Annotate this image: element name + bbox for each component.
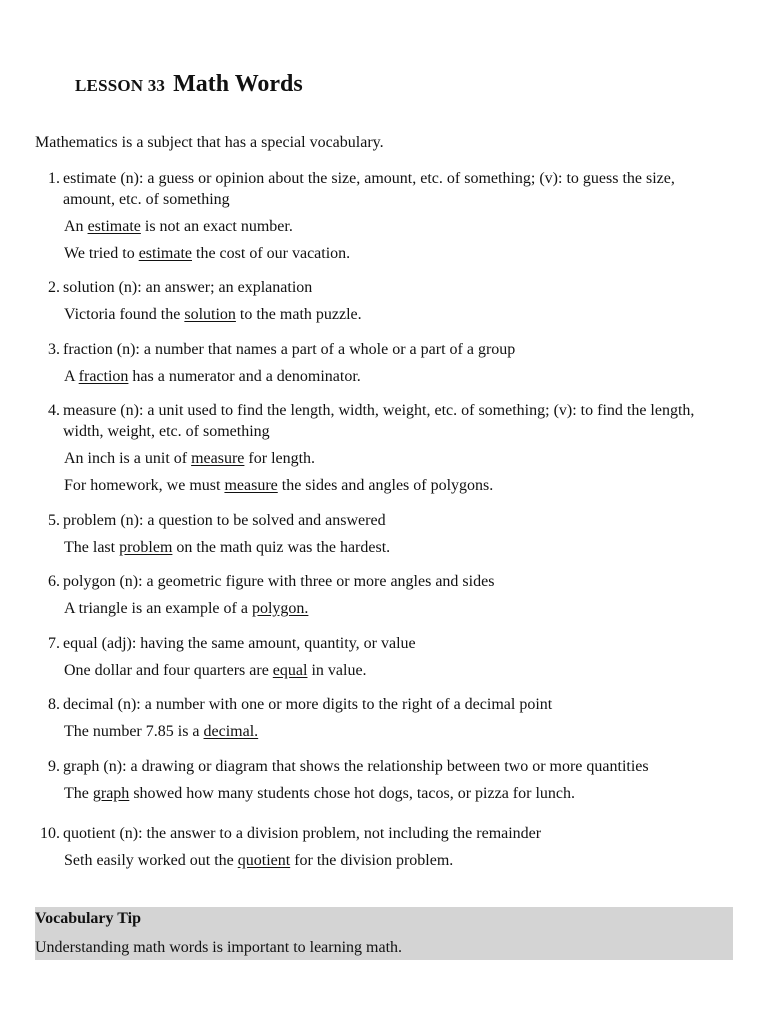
entry-definition: polygon (n): a geometric figure with three or more angles and sides (63, 573, 495, 590)
vocab-word: graph (92, 785, 130, 802)
example-sentence: We tried to estimate the cost of our vacation. (64, 245, 351, 262)
entry-definition: equal (adj): having the same amount, quantity, or value (63, 635, 416, 652)
vocab-word: polygon. (251, 600, 309, 617)
entry-number: 8. (48, 696, 60, 713)
vocab-entry-graph (0, 756, 768, 804)
entry-definition: quotient (n): the answer to a division problem, not including the remainder (63, 825, 542, 842)
vocab-word: equal (272, 662, 308, 679)
vocab-entry-solution (0, 277, 768, 325)
lesson-heading (75, 62, 303, 99)
example-sentence: A fraction has a numerator and a denominator. (64, 368, 361, 385)
example-sentence: One dollar and four quarters are equal in value. (64, 662, 367, 679)
entry-number: 10. (40, 825, 60, 842)
example-sentence: For homework, we must measure the sides and angles of polygons. (64, 477, 494, 494)
entry-number: 1. (48, 170, 60, 187)
entry-number: 2. (48, 279, 60, 296)
entry-number: 7. (48, 635, 60, 652)
vocab-entry-measure (0, 400, 768, 496)
vocab-entry-equal (0, 633, 768, 681)
vocab-word: estimate (87, 218, 141, 235)
lesson-number: LESSON 33 (75, 76, 166, 95)
vocabulary-tip-text: Understanding math words is important to learning math. (35, 939, 403, 956)
intro-text: Mathematics is a subject that has a special vocabulary. (35, 134, 384, 151)
example-sentence: A triangle is an example of a polygon. (64, 600, 309, 617)
entry-definition: graph (n): a drawing or diagram that shows the relationship between two or more quantities (63, 758, 649, 775)
example-sentence: Seth easily worked out the quotient for the division problem. (64, 852, 454, 869)
vocab-word: estimate (138, 245, 192, 262)
entry-definition: problem (n): a question to be solved and answered (63, 512, 386, 529)
entry-number: 6. (48, 573, 60, 590)
vocab-entry-decimal (0, 694, 768, 742)
vocab-word: quotient (237, 852, 291, 869)
entry-number: 3. (48, 341, 60, 358)
vocab-word: problem (119, 539, 173, 556)
vocab-entry-polygon (0, 571, 768, 619)
example-sentence: Victoria found the solution to the math puzzle. (64, 306, 362, 323)
entry-definition: measure (n): a unit used to find the length, width, weight, etc. of something; (v): to find the length, width, weight, etc. of something (63, 402, 695, 440)
vocab-word: solution (184, 306, 236, 323)
vocab-entry-problem (0, 510, 768, 558)
vocabulary-tip-box (35, 907, 733, 960)
example-sentence: An estimate is not an exact number. (64, 218, 293, 235)
entry-definition: estimate (n): a guess or opinion about the size, amount, etc. of something; (v): to guess the size, amount, etc. of something (63, 170, 675, 208)
vocab-entry-quotient (0, 823, 768, 871)
vocabulary-tip-title: Vocabulary Tip (35, 910, 141, 927)
example-sentence: The number 7.85 is a decimal. (64, 723, 259, 740)
example-sentence: An inch is a unit of measure for length. (64, 450, 316, 467)
vocab-entry-estimate (0, 168, 768, 264)
entry-number: 5. (48, 512, 60, 529)
vocab-word: fraction (78, 368, 129, 385)
entry-definition: fraction (n): a number that names a part of a whole or a part of a group (63, 341, 516, 358)
entry-definition: decimal (n): a number with one or more digits to the right of a decimal point (63, 696, 553, 713)
lesson-title: Math Words (173, 71, 303, 97)
entry-number: 9. (48, 758, 60, 775)
vocab-entry-fraction (0, 339, 768, 387)
example-sentence: The graph showed how many students chose hot dogs, tacos, or pizza for lunch. (64, 785, 575, 802)
entry-definition: solution (n): an answer; an explanation (63, 279, 313, 296)
vocab-word: measure (191, 450, 245, 467)
entry-number: 4. (48, 402, 60, 419)
vocab-word: decimal. (203, 723, 259, 740)
vocab-word: measure (224, 477, 278, 494)
example-sentence: The last problem on the math quiz was the hardest. (64, 539, 391, 556)
